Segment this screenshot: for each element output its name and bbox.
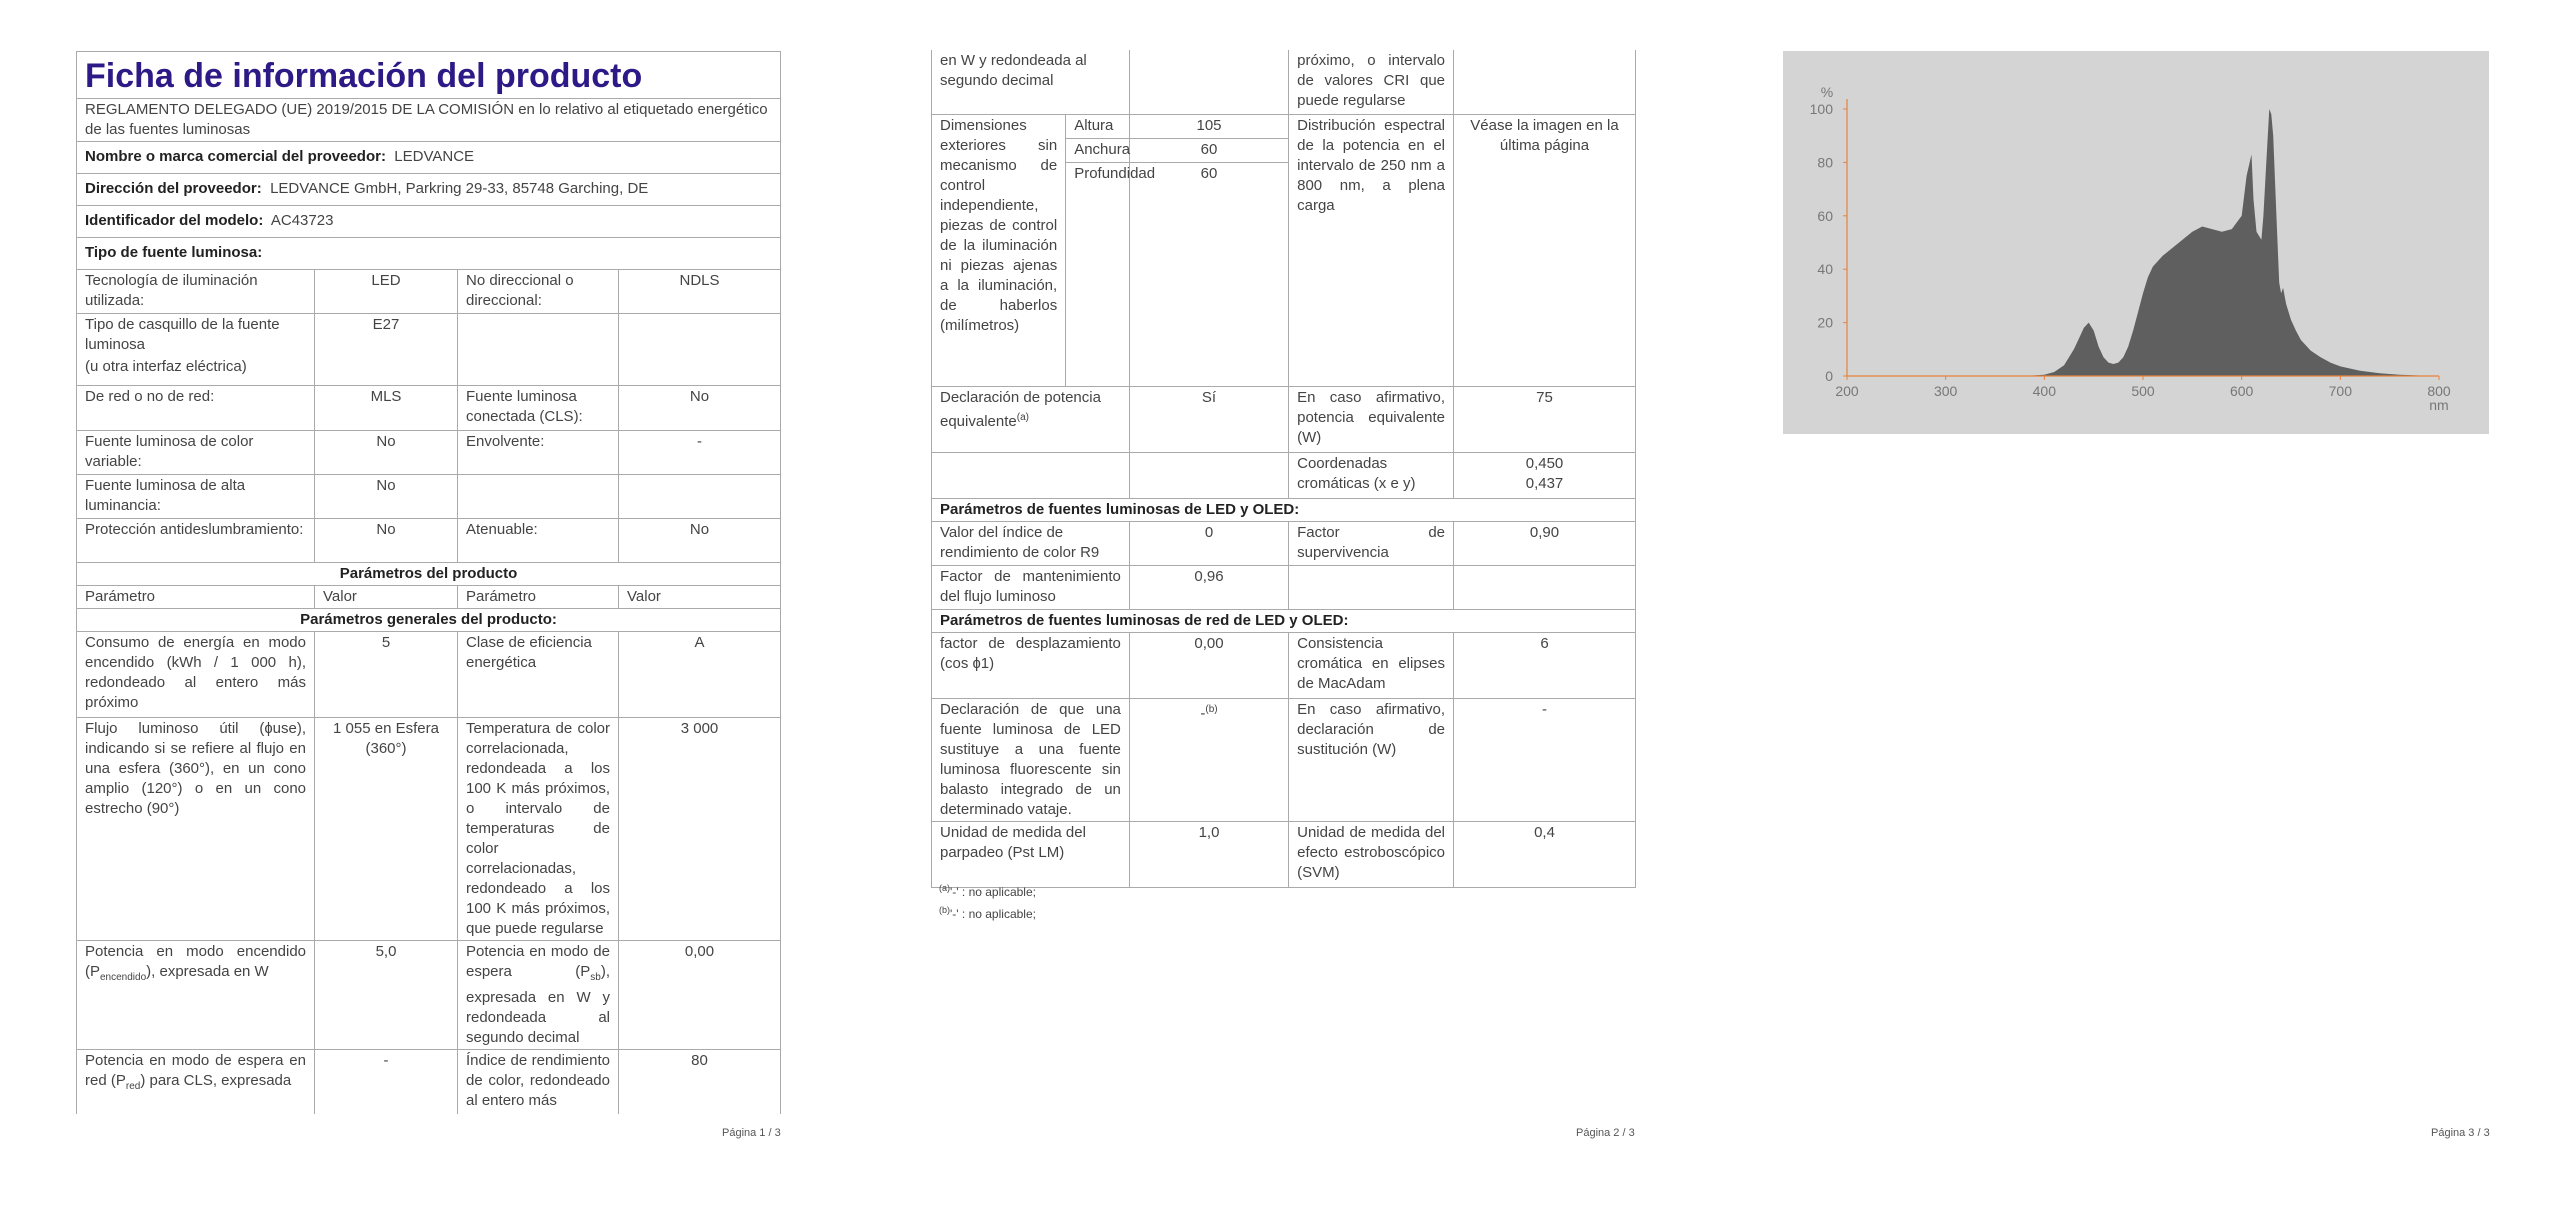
on-mode-power-label: Potencia en modo encendido $(P_{encendido})$, expresada en W xyxy=(77,941,315,1050)
x-tick-label: 600 xyxy=(2229,383,2254,399)
flux-label: Flujo luminoso útil (ɸuse), indicando si se refiere al flujo en una esfera (360°), en un cono amplio (120°) o en un cono estrecho (90°) xyxy=(77,718,315,941)
product-info-table-continued xyxy=(931,50,1636,888)
displacement-factor-value: 0,00 xyxy=(1129,632,1288,698)
equivalent-power-claim: Sí xyxy=(1129,386,1288,452)
cap-label-line1: Tipo de casquillo de la fuente luminosa xyxy=(85,316,280,353)
x-tick-label: 700 xyxy=(2328,383,2353,399)
col-header-value: Valor xyxy=(315,586,458,609)
y-axis-label: % xyxy=(1820,84,1834,100)
stroboscopic-label: Unidad de medida del efecto estroboscópico (SVM) xyxy=(1289,821,1454,887)
tech-label: Tecnología de iluminación utilizada: xyxy=(77,270,315,314)
x-tick-label: 200 xyxy=(1835,383,1859,399)
r9-label: Valor del índice de rendimiento de color R9 xyxy=(932,521,1130,565)
col-header-param: Parámetro xyxy=(458,586,619,609)
y-tick-label: 60 xyxy=(1817,207,1833,224)
cct-value: 3 000 xyxy=(619,718,781,941)
supplier-row xyxy=(77,142,781,174)
page-2 xyxy=(853,0,1706,1207)
col-header-param: Parámetro xyxy=(77,586,315,609)
r9-value: 0 xyxy=(1129,521,1288,565)
empty-cell xyxy=(1454,50,1636,114)
depth-label: Profundidad xyxy=(1066,162,1130,186)
cri-label-cont: próximo, o intervalo de valores CRI que puede regularse xyxy=(1289,50,1454,114)
height-value: 105 xyxy=(1129,114,1288,138)
macadam-value: 6 xyxy=(1454,632,1636,698)
flicker-value: 1,0 xyxy=(1129,821,1288,887)
fluorescent-replacement-label: Declaración de que una fuente luminosa de LED sustituye a una fuente luminosa fluorescente sin balasto integrado de un determinado vataje. xyxy=(932,698,1130,821)
cap-label xyxy=(77,314,315,386)
mains-value: MLS xyxy=(315,386,458,431)
nondir-label: No direccional o direccional: xyxy=(458,270,619,314)
chromaticity-x: 0,450 xyxy=(1525,454,1564,472)
empty-cell xyxy=(619,314,781,386)
lumen-maintenance-label: Factor de mantenimiento del flujo luminoso xyxy=(932,565,1130,609)
colour-tunable-label: Fuente luminosa de color variable: xyxy=(77,431,315,475)
high-luminance-value: No xyxy=(315,475,458,519)
standby-power-label: Potencia en modo de espera $(P_{sb})$, expresada en W y redondeada al segundo decimal xyxy=(458,941,619,1050)
page-number: Página 1 / 3 xyxy=(722,1127,781,1139)
energy-value: 5 xyxy=(315,632,458,718)
page-number: Página 2 / 3 xyxy=(1576,1127,1635,1139)
footnote-b: $^{(b)}$'-' : no aplicable; xyxy=(939,905,1036,921)
general-params-header: Parámetros generales del producto: xyxy=(77,609,781,632)
model-value: AC43723 xyxy=(270,212,334,229)
stroboscopic-value: 0,4 xyxy=(1454,821,1636,887)
y-tick-label: 100 xyxy=(1809,101,1833,117)
chromaticity-y: 0,437 xyxy=(1525,474,1564,492)
energy-label: Consumo de energía en modo encendido (kWh / 1 000 h), redondeado al entero más próximo xyxy=(77,632,315,718)
footnote-a: $^{(a)}$'-' : no aplicable; xyxy=(939,883,1036,899)
envelope-value: - xyxy=(619,431,781,475)
supplier-value: LEDVANCE xyxy=(394,148,475,165)
page-1 xyxy=(0,0,853,1207)
depth-value: 60 xyxy=(1129,162,1288,186)
efficiency-class-value: A xyxy=(619,632,781,718)
page-number: Página 3 / 3 xyxy=(2431,1127,2490,1139)
antiglare-value: No xyxy=(315,519,458,563)
y-tick-label: 40 xyxy=(1817,261,1833,278)
model-label: Identificador del modelo: xyxy=(85,212,264,229)
empty-cell xyxy=(458,314,619,386)
supplier-label: Nombre o marca comercial del proveedor: xyxy=(85,148,386,165)
dimensions-label: Dimensiones exteriores sin mecanismo de control independiente, piezas de control de la iluminación ni piezas ajenas a la iluminación, de haberlos (milímetros) xyxy=(932,114,1066,386)
params-header: Parámetros del producto xyxy=(77,563,781,586)
empty-cell xyxy=(458,475,619,519)
x-tick-label: 800 xyxy=(2427,383,2451,399)
model-row xyxy=(77,206,781,238)
empty-cell xyxy=(619,475,781,519)
macadam-label: Consistencia cromática en elipses de MacAdam xyxy=(1289,632,1454,698)
width-value: 60 xyxy=(1129,138,1288,162)
height-label: Altura xyxy=(1066,114,1130,138)
width-label: Anchura xyxy=(1066,138,1130,162)
replacement-power-value: - xyxy=(1454,698,1636,821)
cap-value: E27 xyxy=(315,314,458,386)
address-value: LEDVANCE GmbH, Parkring 29-33, 85748 Garching, DE xyxy=(270,180,649,197)
spectral-distribution-chart xyxy=(1783,51,2489,434)
on-mode-power-value: 5,0 xyxy=(315,941,458,1050)
colour-tunable-value: No xyxy=(315,431,458,475)
cri-value: 80 xyxy=(619,1050,781,1114)
chromaticity-label: Coordenadas cromáticas (x e y) xyxy=(1289,452,1454,498)
product-info-table xyxy=(76,51,781,1114)
nondir-value: NDLS xyxy=(619,270,781,314)
survival-factor-label: Factor de supervivencia xyxy=(1289,521,1454,565)
x-tick-label: 500 xyxy=(2131,383,2155,399)
empty-cell xyxy=(1066,186,1130,386)
page-3 xyxy=(1706,0,2559,1207)
spd-label: Distribución espectral de la potencia en el intervalo de 250 nm a 800 nm, a plena carga xyxy=(1289,114,1454,386)
dimmable-label: Atenuable: xyxy=(458,519,619,563)
y-tick-label: 80 xyxy=(1817,154,1833,171)
envelope-label: Envolvente: xyxy=(458,431,619,475)
empty-cell xyxy=(1454,565,1636,609)
address-row xyxy=(77,174,781,206)
y-tick-label: 0 xyxy=(1825,368,1833,384)
cls-value: No xyxy=(619,386,781,431)
cri-label: Índice de rendimiento de color, redondeado al entero más xyxy=(458,1050,619,1114)
cls-label: Fuente luminosa conectada (CLS): xyxy=(458,386,619,431)
networked-standby-value: - xyxy=(315,1050,458,1114)
standby-power-value: 0,00 xyxy=(619,941,781,1050)
col-header-value: Valor xyxy=(619,586,781,609)
empty-cell xyxy=(932,452,1130,498)
cap-label-line2: (u otra interfaz eléctrica) xyxy=(85,358,247,375)
chromaticity-values xyxy=(1454,452,1636,498)
equivalent-power-w-label: En caso afirmativo, potencia equivalente (W) xyxy=(1289,386,1454,452)
empty-cell xyxy=(1129,50,1288,114)
cct-label: Temperatura de color correlacionada, redondeada a los 100 K más próximos, o intervalo de temperaturas de color correlacionadas, redondeado a los 100 K más próximos, que puede regularse xyxy=(458,718,619,941)
mains-label: De red o no de red: xyxy=(77,386,315,431)
x-axis-label: nm xyxy=(2429,397,2449,413)
page-title: Ficha de información del producto xyxy=(77,52,781,99)
dimmable-value: No xyxy=(619,519,781,563)
empty-cell xyxy=(1129,452,1288,498)
spectrum-area xyxy=(2025,109,2439,376)
spd-value: Véase la imagen en la última página xyxy=(1454,114,1636,386)
lumen-maintenance-value: 0,96 xyxy=(1129,565,1288,609)
empty-cell xyxy=(1129,186,1288,386)
efficiency-class-label: Clase de eficiencia energética xyxy=(458,632,619,718)
networked-standby-label-cont: en W y redondeada al segundo decimal xyxy=(932,50,1130,114)
antiglare-label: Protección antideslumbramiento: xyxy=(77,519,315,563)
equivalent-power-w-value: 75 xyxy=(1454,386,1636,452)
flux-value: 1 055 en Esfera (360°) xyxy=(315,718,458,941)
mains-led-params-header: Parámetros de fuentes luminosas de red de LED y OLED: xyxy=(932,609,1636,632)
fluorescent-replacement-value: -$^{(b)}$ xyxy=(1129,698,1288,821)
x-tick-label: 300 xyxy=(1933,383,1958,399)
x-tick-label: 400 xyxy=(2032,383,2057,399)
equivalent-power-label: Declaración de potencia equivalente$^{(a)}$ xyxy=(932,386,1130,452)
empty-cell xyxy=(1289,565,1454,609)
networked-standby-label: Potencia en modo de espera en red $(P_{red})$ para CLS, expresada xyxy=(77,1050,315,1114)
displacement-factor-label: factor de desplazamiento (cos ɸ1) xyxy=(932,632,1130,698)
survival-factor-value: 0,90 xyxy=(1454,521,1636,565)
replacement-power-label: En caso afirmativo, declaración de sustitución (W) xyxy=(1289,698,1454,821)
high-luminance-label: Fuente luminosa de alta luminancia: xyxy=(77,475,315,519)
led-params-header: Parámetros de fuentes luminosas de LED y OLED: xyxy=(932,498,1636,521)
y-tick-label: 20 xyxy=(1817,314,1833,331)
spectral-chart-svg xyxy=(1783,51,2489,434)
flicker-label: Unidad de medida del parpadeo (Pst LM) xyxy=(932,821,1130,887)
regulation-text: REGLAMENTO DELEGADO (UE) 2019/2015 DE LA COMISIÓN en lo relativo al etiquetado energético de las fuentes luminosas xyxy=(77,99,781,142)
address-label: Dirección del proveedor: xyxy=(85,180,262,197)
tech-value: LED xyxy=(315,270,458,314)
source-type-heading: Tipo de fuente luminosa: xyxy=(77,238,781,270)
